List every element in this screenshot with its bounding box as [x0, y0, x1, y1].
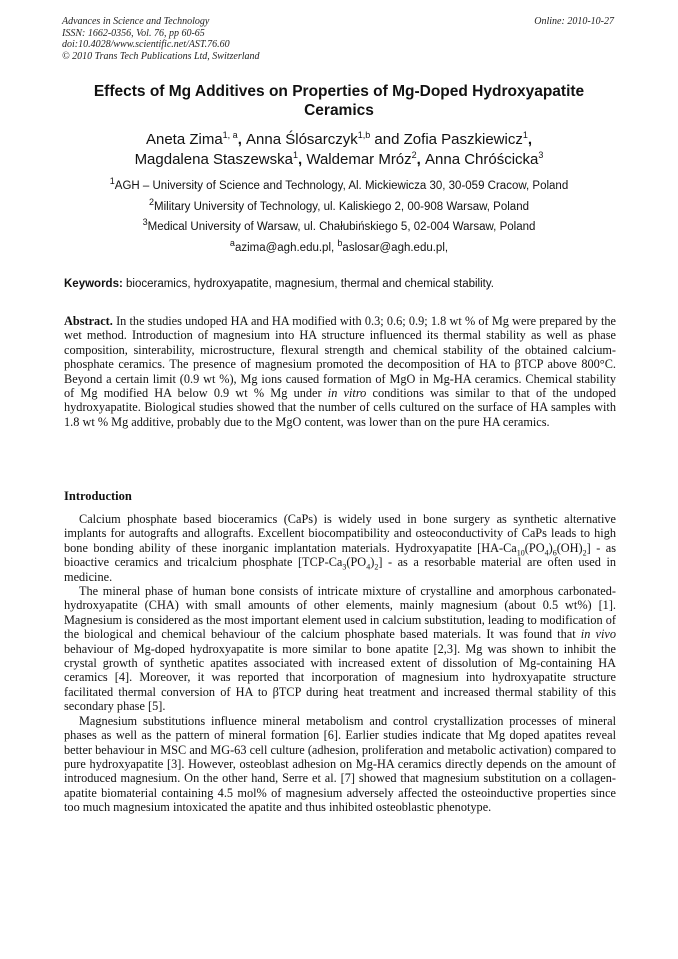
abstract — [64, 314, 616, 429]
introduction-body — [64, 512, 616, 815]
email-link[interactable]: aslosar@agh.edu.pl, — [342, 242, 449, 254]
email-mark: b — [337, 238, 343, 249]
journal-copyright: © 2010 Trans Tech Publications Ltd, Switzerland — [62, 50, 260, 62]
email-mark: a — [229, 238, 235, 249]
author-affil-mark: 1, a — [222, 130, 238, 140]
keywords-text: bioceramics, hydroxyapatite, magnesium, thermal and chemical stability. — [126, 278, 494, 290]
affiliation — [60, 217, 618, 234]
author-affil-mark: 1 — [293, 150, 299, 160]
affiliation-number: 2 — [148, 197, 154, 208]
author-line-1: Aneta Zima$^{1, a}$, Anna Ślósarczyk$^{1,b}$ and Zofia Paszkiewicz$^1$, — [145, 130, 533, 148]
abstract-text: conditions was similar to that of the undoped hydroxyapatite. Biological studies showed that the number of cells cultured on the surface of HA samples with 1.8 wt % Mg additive, probably due to the MgO content, was lower than on the pure HA ceramics. — [64, 386, 617, 429]
author-name: Aneta Zima — [145, 131, 223, 148]
affiliation — [60, 176, 618, 193]
journal-issn: ISSN: 1662-0356, Vol. 76, pp 60-65 — [62, 27, 205, 39]
author-name: Anna Chróścicka — [425, 151, 539, 168]
section-heading-introduction: Introduction — [64, 489, 132, 503]
paragraph: Magnesium substitutions influence mineral metabolism and control crystallization processes of mineral phases as well as the pattern of mineral formation [6]. Earlier studies indicate that Mg doped apatites reveal better behaviour in MSC and MG-63 cell culture (adhesion, proliferation and metabolic activation) compared to pure hydroxyapatite [3]. However, osteoblast adhesion on Mg-HA ceramics directly depends on the amount of introduced magnesium. On the other hand, Serre et al. [7] showed that magnesium substitution on a collagen-apatite biomaterial containing 4.5 mol% of magnesium adversely affected the osteoinductive properties since too much magnesium intoxicated the apatite and thus inhibited osteoblastic phenotype. — [64, 713, 616, 815]
affiliation — [60, 197, 618, 214]
affiliation-number: 1 — [109, 176, 115, 187]
abstract-italic: in vitro — [327, 386, 367, 401]
title-line-2: Ceramics — [304, 102, 374, 119]
paragraph: Calcium phosphate based bioceramics (CaPs) is widely used in bone surgery as synthetic alternative implants for autografts and allografts. Excellent biocompatibility and osteoconductivity of CaPs leads to high bone bonding ability of these inorganic implantation materials. Hydroxyapatite $[HA-Ca_{10}(PO_4)_6(OH)_2]$ - as bioactive ceramics and tricalcium phosphate $[TCP-Ca_3(PO_4)_2]$ - as a resorbable material are often used in medicine. — [64, 512, 617, 584]
affiliation-text: Military University of Technology, ul. Kaliskiego 2, 00-908 Warsaw, Poland — [154, 201, 529, 213]
italic-term: in vivo — [580, 627, 616, 642]
affiliation-text: Medical University of Warsaw, ul. Chałubińskiego 5, 02-004 Warsaw, Poland — [147, 221, 536, 233]
email-link[interactable]: azima@agh.edu.pl, — [234, 242, 335, 254]
keywords-label: Keywords: — [64, 278, 123, 290]
author-list — [60, 130, 618, 170]
paragraph: The mineral phase of human bone consists of intricate mixture of crystalline and amorphous carbonated-hydroxyapatite (CHA) with small amounts of other elements, mainly magnesium (about 0.5 wt%) [1]. Magnesium is considered as the most important element used in calcium substitution, leading to modification of the biological and chemical behaviour of the calcium phosphate based materials. It was found that in vivo behaviour of Mg-doped hydroxyapatite is more similar to bone apatite [2,3]. Mg was shown to inhibit the crystal growth of synthetic apatites associated with increased extent of dissolution of Mg-containing HA ceramics [4]. Moreover, it was reported that incorporation of magnesium into hydroxyapatite structure facilitated thermal conversion of HA to βTCP during heat treatment and increased thermal stability of this secondary phase [5]. — [64, 584, 616, 714]
author-name: Magdalena Staszewska — [134, 151, 293, 168]
abstract-label: Abstract. — [64, 314, 113, 328]
online-date: Online: 2010-10-27 — [534, 16, 614, 27]
affiliation-number: 3 — [142, 217, 148, 228]
author-emails — [60, 238, 618, 254]
author-affil-mark: 3 — [538, 150, 544, 160]
journal-header — [62, 16, 260, 62]
author-name: Anna Ślósarczyk — [246, 131, 358, 148]
author-affil-mark: 1,b — [357, 130, 371, 140]
affiliation-text: AGH – University of Science and Technology, Al. Mickiewicza 30, 30-059 Cracow, Poland — [114, 180, 569, 192]
title-line-1: Effects of Mg Additives on Properties of Mg-Doped Hydroxyapatite — [93, 83, 585, 100]
author-affil-mark: 1 — [522, 130, 528, 140]
keywords — [64, 278, 616, 290]
abstract-text: In the studies undoped HA and HA modified with 0.3; 0.6; 0.9; 1.8 wt % of Mg were prepared by the wet method. Introduction of magnesium into HA structure influenced its thermal stability as well as phase composition, sinterability, microstructure, flexural strength and chemical stability of the obtained calcium-phosphate ceramics. The presence of magnesium promoted the decomposition of HA to βTCP above 800°C. Beyond a certain limit (0.9 wt %), Mg ions caused formation of MgO in Mg-HA ceramics. Chemical stability of Mg modified HA below 0.9 wt % Mg under — [64, 314, 616, 401]
author-name: Waldemar Mróz — [306, 151, 412, 168]
journal-doi: doi:10.4028/www.scientific.net/AST.76.60 — [62, 39, 230, 50]
author-line-2: Magdalena Staszewska$^1$, Waldemar Mróz$^2$, Anna Chróścicka$^3$ — [134, 150, 544, 168]
paper-title — [60, 82, 618, 120]
author-name: Zofia Paszkiewicz — [403, 131, 523, 148]
journal-name: Advances in Science and Technology — [62, 16, 210, 27]
author-affil-mark: 2 — [411, 150, 417, 160]
